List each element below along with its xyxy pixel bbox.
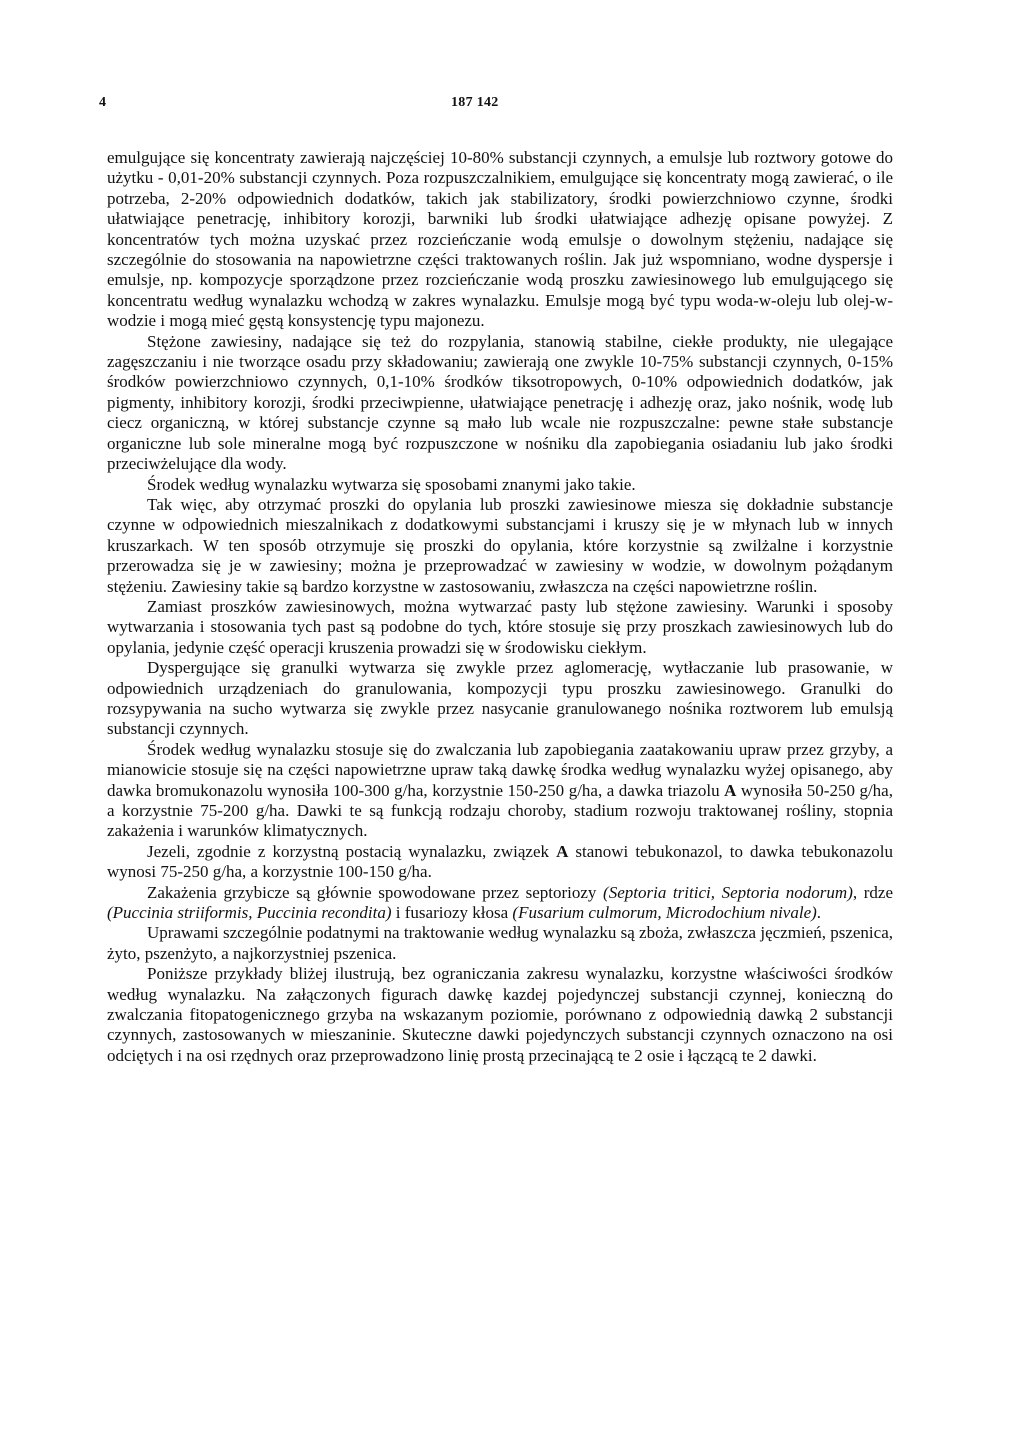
document-number: 187 142 [451,95,499,110]
paragraph: Tak więc, aby otrzymać proszki do opylania lub proszki zawiesinowe miesza się dokładnie substancje czynne w odpowiednich mieszalnikach z dodatkowymi substancjami i kruszy się je w młynach lub w innych kruszarkach. W ten sposób otrzymuje się proszki do opylania, które korzystnie są zwilżalne i korzystnie przerowadza się je w zawiesiny; można je przeprowadzać w zawiesiny w wodzie, w dowolnym pożądanym stężeniu. Zawiesiny takie są bardzo korzystne w zastosowaniu, zwłaszcza na części napowietrzne roślin. [107,494,893,596]
paragraph-tebukonazol [107,842,893,883]
text-run: . [816,903,822,923]
species-italic: (Fusarium culmorum, Microdochium nivale) [512,903,817,923]
text-run: , rdze [852,882,893,902]
species-italic: (Septoria tritici, Septoria nodorum) [603,882,853,902]
paragraph: emulgujące się koncentraty zawierają najczęściej 10-80% substancji czynnych, a emulsje lub roztwory gotowe do użytku - 0,01-20% substancji czynnych. Poza rozpuszczalnikiem, emulgujące się koncentraty mogą zawierać, o ile potrzeba, 2-20% odpowiednich dodatków, takich jak stabilizatory, środki powierzchniowo czynne, środki ułatwiające penetrację, inhibitory korozji, barwniki lub środki ułatwiające adhezję opisane powyżej. Z koncentratów tych można uzyskać przez rozcieńczanie wodą emulsje o dowolnym stężeniu, nadające się szczególnie do stosowania na napowietrzne części traktowanych roślin. Jak już wspomniano, wodne dyspersje i emulsje, np. kompozycje sporządzone przez rozcieńczanie wodą proszku zawiesinowego lub emulgującego się koncentratu według wynalazku wchodzą w zakres wynalazku. Emulsje mogą być typu woda-w-oleju lub olej-w-wodzie i mogą mieć gęstą konsystencję typu majonezu. [107,148,893,331]
text-run: Środek według wynalazku stosuje się do zwalczania lub zapobiegania zaatakowaniu upraw przez grzyby, a mianowicie stosuje się na części napowietrzne upraw taką dawkę środka według wynalazku wyżej opisanego, aby dawka bromukonazolu wynosiła 100-300 g/ha, korzystnie 150-250 g/ha, a dawka triazolu [107,739,893,800]
paragraph: Zamiast proszków zawiesinowych, można wytwarzać pasty lub stężone zawiesiny. Warunki i sposoby wytwarzania i stosowania tych past są podobne do tych, które stosuje się przy proszkach zawiesinowych lub do opylania, jedynie część operacji kruszenia prowadzi się w środowisku ciekłym. [107,596,893,657]
text-run: Zakażenia grzybicze są głównie spowodowane przez septoriozy [147,882,604,902]
page-number: 4 [99,95,106,110]
document-body [107,148,893,1066]
paragraph: Stężone zawiesiny, nadające się też do rozpylania, stanowią stabilne, ciekłe produkty, nie ulegające zagęszczaniu i nie tworzące osadu przy składowaniu; zawierają one zwykle 10-75% substancji czynnych, 0-15% środków powierzchniowo czynnych, 0,1-10% środków tiksotropowych, 0-10% odpowiednich dodatków, jak pigmenty, inhibitory korozji, środki przeciwpienne, ułatwiające penetrację i adhezję oraz, jako nośnik, wodę lub ciecz organiczną, w której substancje czynne są mało lub wcale nie rozpuszczalne: pewne stałe substancje organiczne lub sole mineralne mogą być rozpuszczone w nośniku dla zapobiegania osiadaniu lub jako środki przeciwżelujące dla wody. [107,331,893,474]
text-run: i fusariozy kłosa [391,903,513,923]
text-run: wynosiła 50-250 g/ha, a korzystnie 75-200 g/ha. Dawki te są funkcją rodzaju choroby, stadium rozwoju traktowanej rośliny, stopnia zakażenia i warunków klimatycznych. [107,780,893,841]
paragraph: Środek według wynalazku wytwarza się sposobami znanymi jako takie. [147,474,636,494]
text-run: Jezeli, zgodnie z korzystną postacią wynalazku, związek [147,841,557,861]
paragraph-dose [107,740,893,842]
paragraph: Dyspergujące się granulki wytwarza się zwykle przez aglomerację, wytłaczanie lub prasowanie, w odpowiednich urządzeniach do granulowania, kompozycji typu proszku zawiesinowego. Granulki do rozsypywania na sucho wytwarza się zwykle przez nasycanie granulowanego nośnika roztworem lub emulsją substancji czynnych. [107,658,893,739]
paragraph: Uprawami szczególnie podatnymi na traktowanie według wynalazku są zboża, zwłaszcza jęczmień, pszenica, żyto, pszenżyto, a najkorzystniej pszenica. [107,923,893,963]
paragraph: Poniższe przykłady bliżej ilustrują, bez ograniczania zakresu wynalazku, korzystne właściwości środków według wynalazku. Na załączonych figurach dawkę kazdej pojedynczej substancji czynnej, konieczną do zwalczania fitopatogenicznego grzyba na wskazanym poziomie, porównano z odpowiednią dawką 2 substancji czynnych, zastosowanych w mieszaninie. Skuteczne dawki pojedynczych substancji czynnych oznaczono na osi odciętych i na osi rzędnych oraz przeprowadzono linię prostą przecinającą te 2 osie i łączącą te 2 dawki. [107,964,893,1065]
text-run: stanowi tebukonazol, to dawka tebukonazolu wynosi 75-250 g/ha, a korzystnie 100-150 g/ha. [107,841,894,882]
compound-a-bold: A [724,780,737,800]
paragraph-infections [107,883,893,924]
species-italic: (Puccinia striiformis, Puccinia recondita) [107,903,392,923]
compound-a-bold: A [556,841,569,861]
